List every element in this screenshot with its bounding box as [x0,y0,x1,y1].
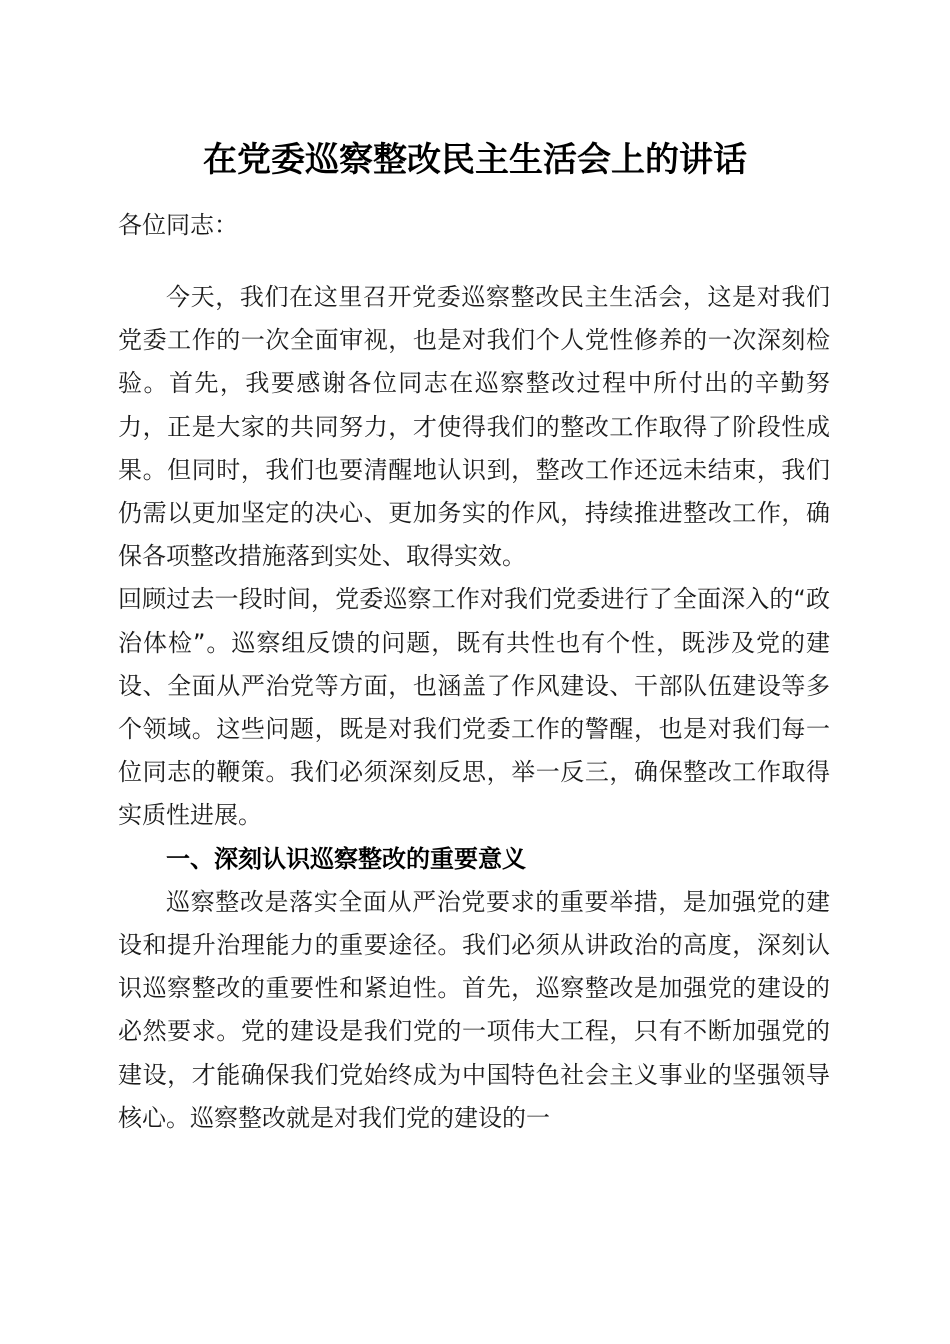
salutation: 各位同志： [118,211,238,239]
document-title: 在党委巡察整改民主生活会上的讲话 [203,140,747,180]
paragraph-significance: 巡察整改是落实全面从严治党要求的重要举措，是加强党的建设和提升治理能力的重要途径。我们必须从讲政治的高度，深刻认识巡察整改的重要性和紧迫性。首先，巡察整改是加强党的建设的必然要求。党的建设是我们党的一项伟大工程，只有不断加强党的建设，才能确保我们党始终成为中国特色社会主义事业的坚强领导核心。巡察整改就是对我们党的建设的一 [118,887,830,1132]
section-heading-1: 一、深刻认识巡察整改的重要意义 [166,844,526,873]
paragraph-opening: 今天，我们在这里召开党委巡察整改民主生活会，这是对我们党委工作的一次全面审视，也是对我们个人党性修养的一次深刻检验。首先，我要感谢各位同志在巡察整改过程中所付出的辛勤努力，正是大家的共同努力，才使得我们的整改工作取得了阶段性成果。但同时，我们也要清醒地认识到，整改工作还远未结束，我们仍需以更加坚定的决心、更加务实的作风，持续推进整改工作，确保各项整改措施落到实处、取得实效。 [118,283,830,571]
paragraph-review: 回顾过去一段时间，党委巡察工作对我们党委进行了全面深入的“政治体检”。巡察组反馈的问题，既有共性也有个性，既涉及党的建设、全面从严治党等方面，也涵盖了作风建设、干部队伍建设等多个领域。这些问题，既是对我们党委工作的警醒，也是对我们每一位同志的鞭策。我们必须深刻反思，举一反三，确保整改工作取得实质性进展。 [118,585,830,830]
document-body [118,276,830,1140]
